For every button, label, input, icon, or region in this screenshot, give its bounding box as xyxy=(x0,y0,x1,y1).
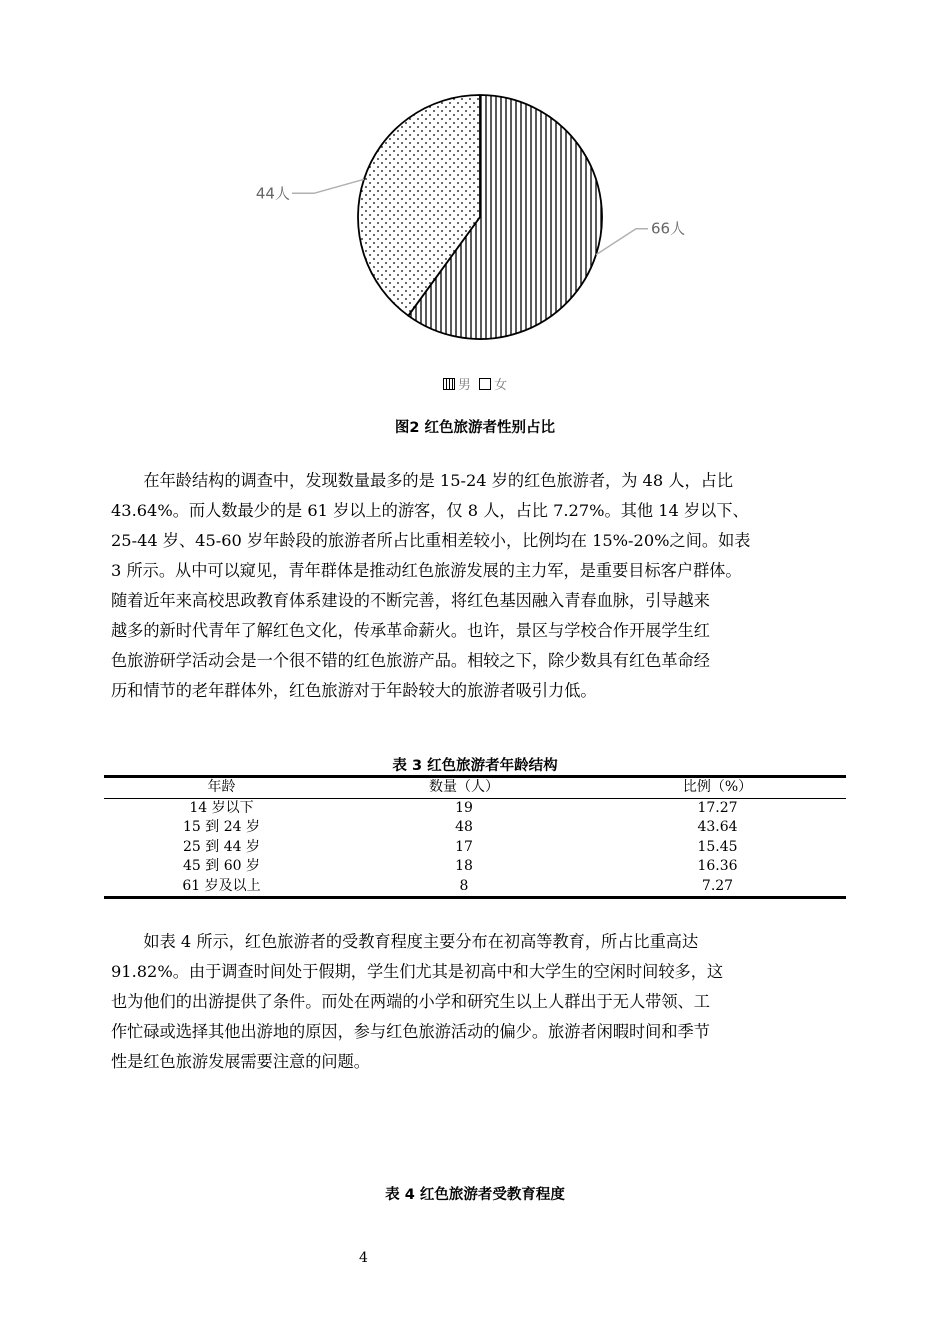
text-line: 历和情节的老年群体外，红色旅游对于年龄较大的旅游者吸引力低。 xyxy=(111,681,597,700)
table-row xyxy=(104,798,846,818)
page-number: 4 xyxy=(359,1250,368,1266)
cell-ratio: 17.27 xyxy=(697,799,738,816)
pie-data-label: 66人 xyxy=(651,219,686,238)
text-line: 性是红色旅游发展需要注意的问题。 xyxy=(111,1052,370,1071)
chart-legend xyxy=(0,374,950,394)
legend-item-male xyxy=(443,374,471,393)
text-line: 43.64%。而人数最少的是 61 岁以上的游客，仅 8 人，占比 7.27%。其他 14 岁以下、 xyxy=(111,501,749,520)
table3-caption: 表 3 红色旅游者年龄结构 xyxy=(392,758,558,774)
cell-age: 14 岁以下 xyxy=(189,799,254,816)
legend-label-female: 女 xyxy=(494,378,508,393)
table-row xyxy=(104,838,846,858)
pie-data-label: 44人 xyxy=(255,184,290,203)
text-line: 25-44 岁、45-60 岁年龄段的旅游者所占比重相差较小，比例均在 15%-20%之间。如表 xyxy=(111,531,751,550)
figure-caption: 图2 红色旅游者性别占比 xyxy=(394,420,556,436)
text-line: 越多的新时代青年了解红色文化，传承革命薪火。也许，景区与学校合作开展学生红 xyxy=(111,621,710,640)
table4-caption: 表 4 红色旅游者受教育程度 xyxy=(385,1187,565,1203)
cell-age: 25 到 44 岁 xyxy=(183,838,260,855)
cell-age: 15 到 24 岁 xyxy=(183,819,260,835)
dots-swatch-icon xyxy=(479,378,491,390)
paragraph-age-structure xyxy=(111,466,841,706)
column-header-age: 年龄 xyxy=(207,779,236,795)
cell-ratio: 43.64 xyxy=(697,819,738,835)
text-line: 色旅游研学活动会是一个很不错的红色旅游产品。相较之下，除少数具有红色革命经 xyxy=(111,651,710,670)
stripes-swatch-icon xyxy=(443,378,455,390)
cell-age: 61 岁及以上 xyxy=(182,877,261,894)
cell-count: 8 xyxy=(459,877,469,894)
cell-count: 18 xyxy=(455,858,473,874)
paragraph-education xyxy=(111,927,841,1077)
text-line: 随着近年来高校思政教育体系建设的不断完善，将红色基因融入青春血脉，引导越来 xyxy=(111,591,710,610)
cell-count: 17 xyxy=(455,838,473,855)
table-row xyxy=(104,857,846,877)
column-header-count: 数量（人） xyxy=(429,779,499,795)
table-row xyxy=(104,877,846,898)
leader-line xyxy=(596,229,648,255)
cell-ratio: 15.45 xyxy=(697,838,738,855)
text-line: 作忙碌或选择其他出游地的原因，参与红色旅游活动的偏少。旅游者闲暇时间和季节 xyxy=(111,1022,710,1041)
column-header-ratio: 比例（%） xyxy=(682,779,753,795)
text-line: 3 所示。从中可以窥见，青年群体是推动红色旅游发展的主力军，是重要目标客户群体。 xyxy=(111,561,742,580)
age-structure-table xyxy=(104,775,846,899)
cell-ratio: 16.36 xyxy=(697,858,738,874)
cell-ratio: 7.27 xyxy=(701,877,734,894)
cell-count: 19 xyxy=(455,799,473,816)
leader-line xyxy=(292,179,364,193)
text-line: 如表 4 所示，红色旅游者的受教育程度主要分布在初高等教育，所占比重高达 xyxy=(143,932,699,951)
cell-age: 45 到 60 岁 xyxy=(183,858,260,874)
text-line: 在年龄结构的调查中，发现数量最多的是 15-24 岁的红色旅游者，为 48 人，占比 xyxy=(143,471,734,490)
legend-item-female xyxy=(479,374,507,393)
legend-label-male: 男 xyxy=(457,378,471,393)
cell-count: 48 xyxy=(455,819,473,835)
text-line: 91.82%。由于调查时间处于假期，学生们尤其是初高中和大学生的空闲时间较多，这 xyxy=(111,962,724,981)
table-row xyxy=(104,818,846,838)
table-header-row xyxy=(104,777,846,799)
text-line: 也为他们的出游提供了条件。而处在两端的小学和研究生以上人群出于无人带领、工 xyxy=(111,992,710,1011)
